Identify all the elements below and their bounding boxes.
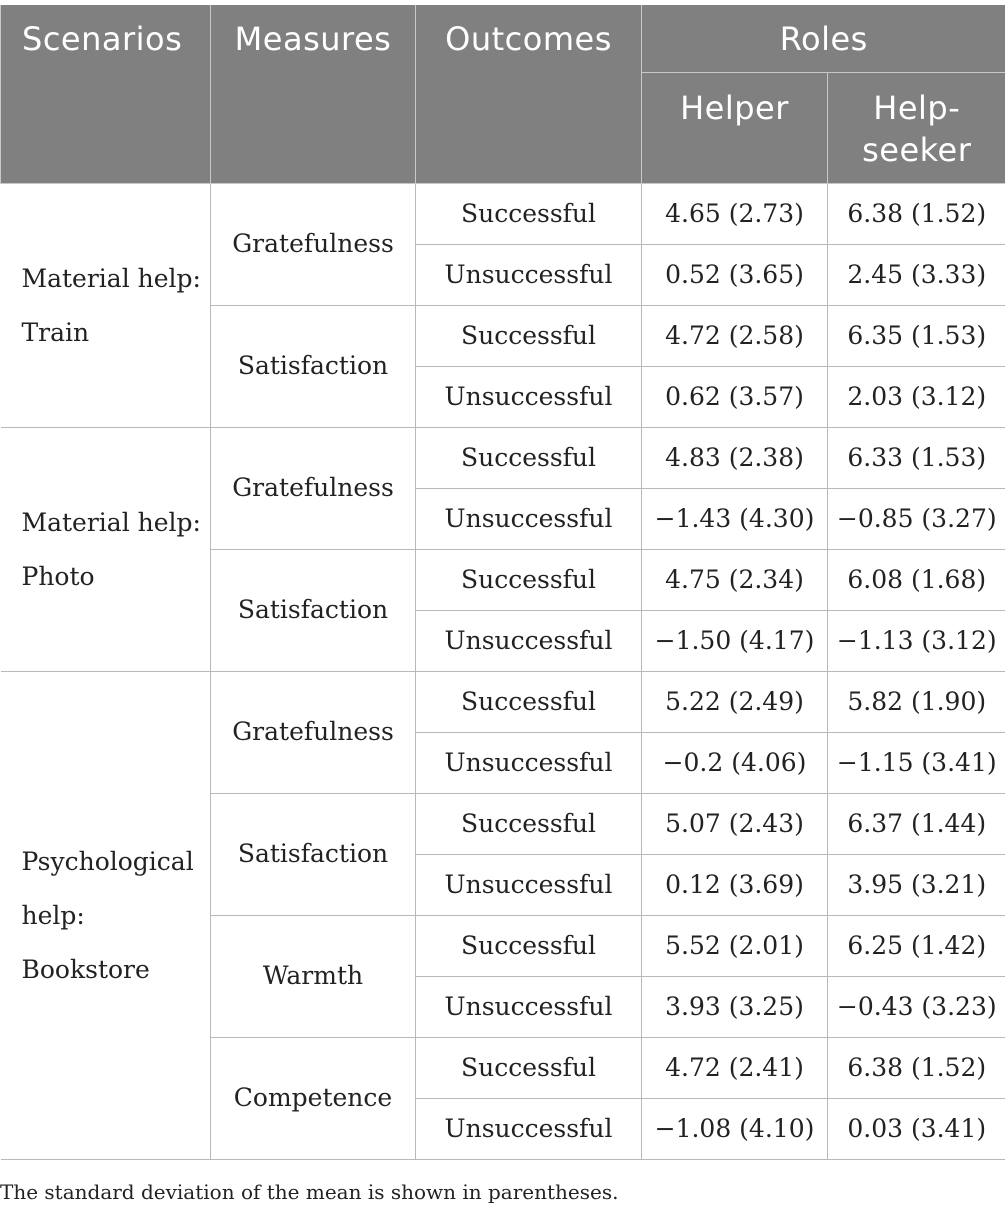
seeker-value: 3.95 (3.21) — [828, 855, 1005, 916]
table-row — [1, 428, 1005, 489]
measure-cell: Gratefulness — [211, 428, 416, 550]
outcome-cell: Successful — [416, 184, 642, 245]
outcome-cell: Unsuccessful — [416, 611, 642, 672]
helper-value: 5.22 (2.49) — [642, 672, 828, 733]
helper-value: 4.65 (2.73) — [642, 184, 828, 245]
helper-value: −1.43 (4.30) — [642, 489, 828, 550]
measure-cell: Satisfaction — [211, 794, 416, 916]
measure-cell: Satisfaction — [211, 550, 416, 672]
outcome-cell: Unsuccessful — [416, 977, 642, 1038]
header-helper: Helper — [642, 73, 828, 184]
outcome-cell: Unsuccessful — [416, 367, 642, 428]
outcome-cell: Unsuccessful — [416, 855, 642, 916]
seeker-value: 0.03 (3.41) — [828, 1099, 1005, 1160]
outcome-cell: Successful — [416, 428, 642, 489]
outcome-cell: Unsuccessful — [416, 245, 642, 306]
helper-value: 5.52 (2.01) — [642, 916, 828, 977]
helper-value: 3.93 (3.25) — [642, 977, 828, 1038]
helper-value: 0.62 (3.57) — [642, 367, 828, 428]
outcome-cell: Successful — [416, 550, 642, 611]
scenario-cell: Material help: Train — [1, 184, 211, 428]
outcome-cell: Successful — [416, 306, 642, 367]
helper-value: −1.50 (4.17) — [642, 611, 828, 672]
outcome-cell: Unsuccessful — [416, 733, 642, 794]
scenario-cell: Material help: Photo — [1, 428, 211, 672]
table-row — [1, 184, 1005, 245]
seeker-value: −1.15 (3.41) — [828, 733, 1005, 794]
seeker-value: 2.03 (3.12) — [828, 367, 1005, 428]
seeker-value: 6.38 (1.52) — [828, 1038, 1005, 1099]
helper-value: 4.72 (2.58) — [642, 306, 828, 367]
seeker-value: −0.43 (3.23) — [828, 977, 1005, 1038]
helper-value: 4.83 (2.38) — [642, 428, 828, 489]
outcome-cell: Unsuccessful — [416, 489, 642, 550]
results-table — [0, 5, 1005, 1160]
outcome-cell: Successful — [416, 1038, 642, 1099]
measure-cell: Satisfaction — [211, 306, 416, 428]
header-roles: Roles — [642, 5, 1005, 73]
helper-value: 0.12 (3.69) — [642, 855, 828, 916]
helper-value: 5.07 (2.43) — [642, 794, 828, 855]
helper-value: 4.75 (2.34) — [642, 550, 828, 611]
header-measures: Measures — [211, 5, 416, 184]
outcome-cell: Unsuccessful — [416, 1099, 642, 1160]
seeker-value: −1.13 (3.12) — [828, 611, 1005, 672]
seeker-value: −0.85 (3.27) — [828, 489, 1005, 550]
scenario-cell: Psychological help: Bookstore — [1, 672, 211, 1160]
measure-cell: Gratefulness — [211, 672, 416, 794]
seeker-value: 6.08 (1.68) — [828, 550, 1005, 611]
measure-cell: Warmth — [211, 916, 416, 1038]
outcome-cell: Successful — [416, 916, 642, 977]
helper-value: 4.72 (2.41) — [642, 1038, 828, 1099]
table-footnote: The standard deviation of the mean is shown in parentheses. — [0, 1180, 619, 1204]
table-row — [1, 672, 1005, 733]
helper-value: −1.08 (4.10) — [642, 1099, 828, 1160]
header-outcomes: Outcomes — [416, 5, 642, 184]
seeker-value: 2.45 (3.33) — [828, 245, 1005, 306]
seeker-value: 6.35 (1.53) — [828, 306, 1005, 367]
seeker-value: 6.33 (1.53) — [828, 428, 1005, 489]
helper-value: 0.52 (3.65) — [642, 245, 828, 306]
header-help-seeker: Help-seeker — [828, 73, 1005, 184]
outcome-cell: Successful — [416, 672, 642, 733]
header-scenarios: Scenarios — [1, 5, 211, 184]
seeker-value: 6.38 (1.52) — [828, 184, 1005, 245]
seeker-value: 5.82 (1.90) — [828, 672, 1005, 733]
helper-value: −0.2 (4.06) — [642, 733, 828, 794]
measure-cell: Gratefulness — [211, 184, 416, 306]
seeker-value: 6.37 (1.44) — [828, 794, 1005, 855]
seeker-value: 6.25 (1.42) — [828, 916, 1005, 977]
outcome-cell: Successful — [416, 794, 642, 855]
measure-cell: Competence — [211, 1038, 416, 1160]
